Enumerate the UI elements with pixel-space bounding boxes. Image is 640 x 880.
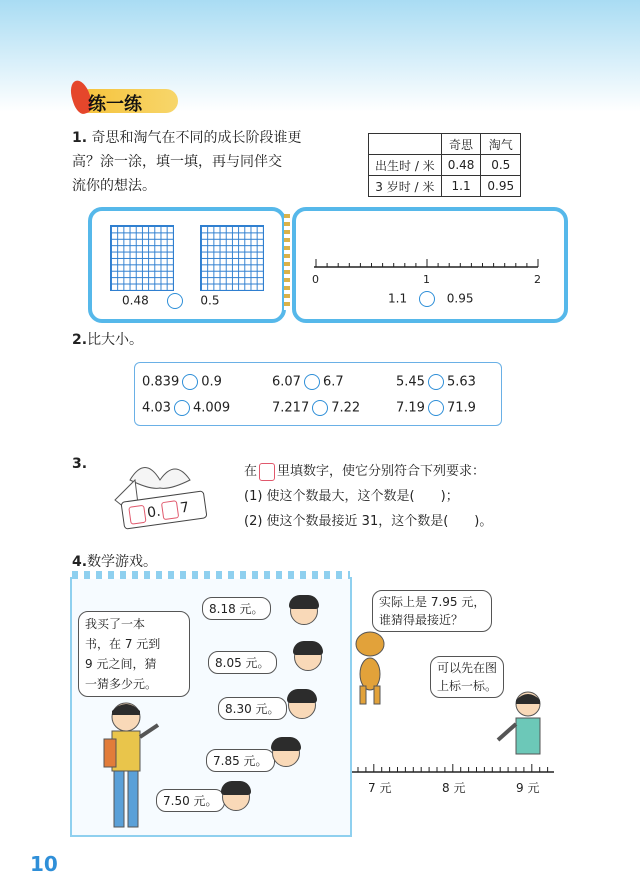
- digit-box[interactable]: [161, 500, 179, 520]
- child-figure-right: [496, 690, 556, 760]
- compare-box: [134, 362, 502, 426]
- q4-text: 4.数学游戏。: [72, 554, 158, 570]
- compare-5: 7.217 7.22: [272, 400, 361, 416]
- price-number-line: [350, 762, 560, 802]
- line-left-value: 1.1: [388, 291, 408, 306]
- answer-circle[interactable]: [419, 291, 435, 307]
- speech-bubble-girl: 可以先在图 上标一标。: [430, 656, 504, 698]
- q3-number: 3.: [72, 456, 88, 472]
- digit-box-icon: [259, 463, 275, 481]
- q1-text: 1. 奇思和淘气在不同的成长阶段谁更 高？涂一涂，填一填，再与同伴交 流你的想法。: [72, 130, 302, 194]
- guess-bubble-4: 7.85 元。: [206, 749, 275, 772]
- boy-figure: [92, 699, 162, 834]
- tick-label-1: 1: [423, 273, 430, 286]
- grid-square-2[interactable]: [200, 225, 264, 291]
- guess-bubble-5: 7.50 元。: [156, 789, 225, 812]
- answer-circle[interactable]: [174, 400, 190, 416]
- line-right-value: 0.95: [446, 291, 474, 306]
- number-line: [296, 221, 564, 301]
- answer-circle[interactable]: [167, 293, 183, 309]
- answer-circle[interactable]: [182, 374, 198, 390]
- compare-4: 4.03 4.009: [142, 400, 231, 416]
- dog-figure: [348, 628, 392, 708]
- digit-box[interactable]: [128, 505, 146, 525]
- child-face-1: [290, 597, 318, 625]
- answer-circle[interactable]: [428, 400, 444, 416]
- q3-sub2: (2) 使这个数最接近 31，这个数是( )。: [244, 514, 493, 529]
- compare-2: 6.07 6.7: [272, 374, 344, 390]
- answer-circle[interactable]: [428, 374, 444, 390]
- price-label-9: 9 元: [516, 781, 540, 795]
- q3-sub1: (1) 使这个数最大，这个数是( )；: [244, 489, 459, 504]
- child-face-2: [294, 643, 322, 671]
- guess-bubble-3: 8.30 元。: [218, 697, 287, 720]
- page-number: 10: [30, 852, 58, 876]
- game-scene: [70, 577, 352, 837]
- tick-label-2: 2: [534, 273, 541, 286]
- speech-bubble-boy: 我买了一本 书，在 7 元到 9 元之间，猜 一猜多少元。: [78, 611, 190, 697]
- tick-label-0: 0: [312, 273, 319, 286]
- section-title: 练一练: [88, 94, 142, 115]
- compare-1: 0.839 0.9: [142, 374, 222, 390]
- section-tag: [72, 86, 184, 116]
- q2-text: 2.比大小。: [72, 332, 144, 348]
- guess-bubble-2: 8.05 元。: [208, 651, 277, 674]
- guess-bubble-1: 8.18 元。: [202, 597, 271, 620]
- compare-6: 7.19 71.9: [396, 400, 476, 416]
- child-face-4: [272, 739, 300, 767]
- child-face-3: [288, 691, 316, 719]
- number-card: 0. 7: [120, 490, 207, 529]
- grid-square-1[interactable]: [110, 225, 174, 291]
- height-table: 奇思 淘气 出生时 / 米 0.48 0.5 3 岁时 / 米 1.1 0.95: [368, 133, 521, 197]
- grid-left-value: 0.48: [122, 293, 149, 308]
- binder-rings: [284, 214, 290, 310]
- child-face-5: [222, 783, 250, 811]
- grid-panel: [88, 207, 286, 323]
- numberline-panel: [292, 207, 568, 323]
- price-label-8: 8 元: [442, 781, 466, 795]
- q3-instruction: 在 里填数字，使它分别符合下列要求：: [244, 464, 486, 479]
- speech-bubble-dog: 实际上是 7.95 元， 谁猜得最接近？: [372, 590, 492, 632]
- grid-right-value: 0.5: [200, 293, 220, 308]
- compare-3: 5.45 5.63: [396, 374, 476, 390]
- answer-circle[interactable]: [312, 400, 328, 416]
- answer-circle[interactable]: [304, 374, 320, 390]
- price-label-7: 7 元: [368, 781, 392, 795]
